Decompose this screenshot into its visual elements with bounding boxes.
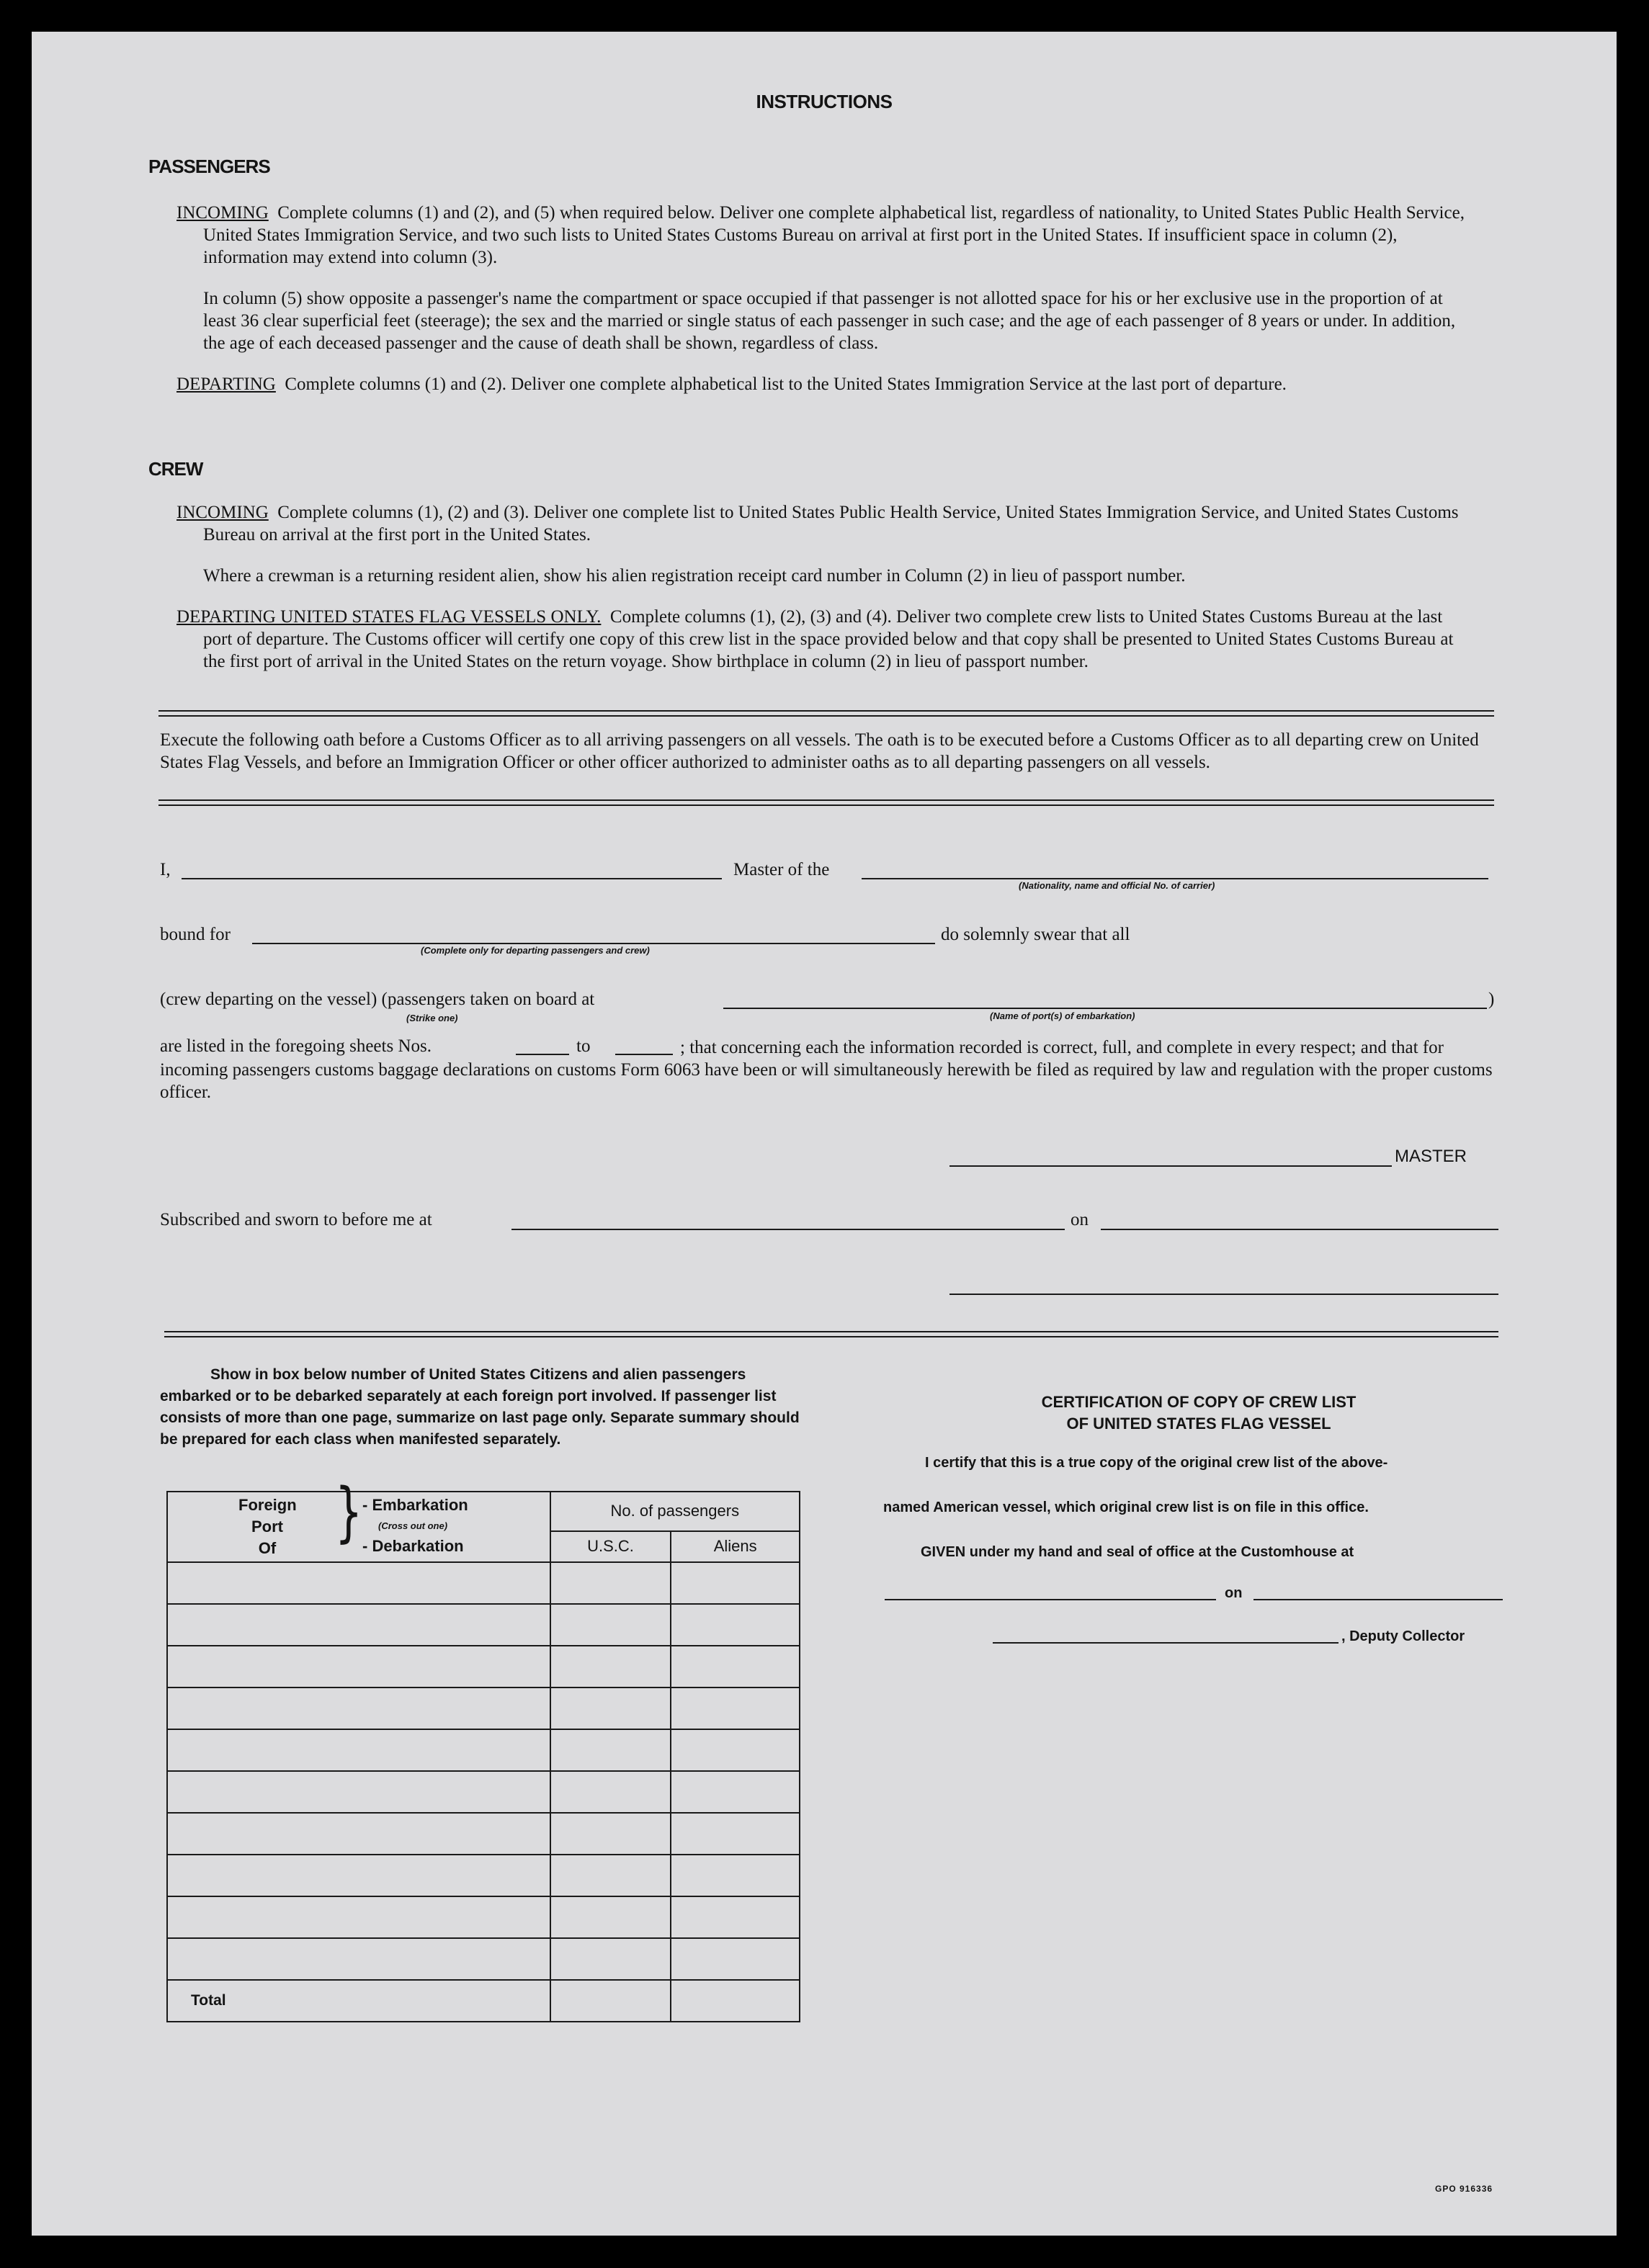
port-cell[interactable] bbox=[167, 1729, 550, 1771]
usc-cell[interactable] bbox=[550, 1771, 671, 1813]
carrier-caption: (Nationality, name and official No. of carrier) bbox=[1019, 880, 1215, 891]
debarkation-label: - Debarkation bbox=[362, 1537, 464, 1555]
divider-double-rule bbox=[164, 1331, 1498, 1337]
aliens-cell[interactable] bbox=[671, 1729, 800, 1771]
usc-cell[interactable] bbox=[550, 1938, 671, 1980]
cross-out-label: (Cross out one) bbox=[378, 1520, 448, 1531]
brace-icon: } bbox=[335, 1474, 363, 1551]
cert-date-field[interactable] bbox=[1253, 1599, 1503, 1600]
footer-code: GPO 916336 bbox=[1435, 2184, 1493, 2194]
crew-incoming-label: INCOMING bbox=[176, 503, 269, 522]
oath-i-label: I, bbox=[160, 860, 171, 879]
port-cell[interactable] bbox=[167, 1771, 550, 1813]
master-label: MASTER bbox=[1395, 1147, 1467, 1166]
oath-listed-text: ; that concerning each the information recorded is correct, full, and complete in every respect; and that for incoming passengers customs baggage declarations on customs Form 6063 have been or will simultaneously herewith be filed as required by law and regulation with the proper customs officer. bbox=[160, 1038, 1493, 1102]
port-caption: (Name of port(s) of embarkation) bbox=[990, 1010, 1135, 1021]
port-cell[interactable] bbox=[167, 1896, 550, 1938]
summary-row bbox=[167, 1896, 800, 1938]
certification-title-line1: CERTIFICATION OF COPY OF CREW LIST bbox=[1041, 1393, 1357, 1411]
crew-resident-text: Where a crewman is a returning resident alien, show his alien registration receipt card number in Column (2) in lieu of passport number. bbox=[203, 566, 1186, 586]
customhouse-location-field[interactable] bbox=[885, 1599, 1216, 1600]
subscribed-label: Subscribed and sworn to before me at bbox=[160, 1210, 432, 1229]
certify-line1: I certify that this is a true copy of the original crew list of the above- bbox=[925, 1455, 1388, 1471]
usc-cell[interactable] bbox=[550, 1896, 671, 1938]
summary-row bbox=[167, 1687, 800, 1729]
summary-row bbox=[167, 1771, 800, 1813]
summary-row bbox=[167, 1938, 800, 1980]
crew-heading: CREW bbox=[148, 458, 203, 480]
aliens-cell[interactable] bbox=[671, 1771, 800, 1813]
total-aliens-cell[interactable] bbox=[671, 1980, 800, 2022]
usc-header: U.S.C. bbox=[550, 1531, 671, 1562]
deputy-collector-label: , Deputy Collector bbox=[1341, 1628, 1465, 1644]
given-line: GIVEN under my hand and seal of office at the Customhouse at bbox=[921, 1544, 1354, 1560]
port-cell[interactable] bbox=[167, 1938, 550, 1980]
oath-master-of-label: Master of the bbox=[733, 860, 830, 879]
master-name-field[interactable] bbox=[182, 878, 722, 879]
crew-departing-text: Complete columns (1), (2), (3) and (4). Deliver two complete crew lists to United States Customs Bureau at the last port of departure. The Customs officer will certify one copy of this crew list in the space provided below and that copy shall be presented to United States Customs Bureau at the first port of arrival in the United States on the return voyage. Show birthplace in column (2) in lieu of passport number. bbox=[203, 607, 1454, 671]
aliens-cell[interactable] bbox=[671, 1687, 800, 1729]
summary-instructions: Show in box below number of United States Citizens and alien passengers embarked or to be debarked separately at each foreign port involved. If passenger list consists of more than one page, summarize on last page only. Separate summary should be prepared for each class when manifested separately. bbox=[160, 1366, 800, 1448]
of-label: Of bbox=[258, 1539, 277, 1557]
no-passengers-header: No. of passengers bbox=[550, 1492, 800, 1531]
crew-block bbox=[176, 501, 1473, 673]
foreign-label: Foreign bbox=[238, 1496, 297, 1514]
crew-incoming-text: Complete columns (1), (2) and (3). Deliver one complete list to United States Public Health Service, United States Immigration Service, and United States Customs Bureau on arrival at the first port in the United States. bbox=[203, 503, 1459, 544]
usc-cell[interactable] bbox=[550, 1604, 671, 1646]
crew-departing-label: DEPARTING UNITED STATES FLAG VESSELS ONLY. bbox=[176, 607, 602, 627]
passengers-departing-text: Complete columns (1) and (2). Deliver one complete alphabetical list to the United States Immigration Service at the last port of departure. bbox=[285, 375, 1287, 394]
oath-swear-label: do solemnly swear that all bbox=[941, 925, 1130, 944]
embarkation-port-field[interactable] bbox=[723, 1008, 1487, 1009]
port-cell[interactable] bbox=[167, 1562, 550, 1604]
cert-on-label: on bbox=[1225, 1585, 1243, 1601]
embarkation-label: - Embarkation bbox=[362, 1496, 468, 1514]
passenger-summary-table bbox=[166, 1474, 800, 2022]
oath-to-label: to bbox=[576, 1036, 591, 1056]
deputy-collector-signature-line[interactable] bbox=[993, 1642, 1339, 1644]
aliens-header: Aliens bbox=[671, 1531, 800, 1562]
port-cell[interactable] bbox=[167, 1646, 550, 1687]
port-cell[interactable] bbox=[167, 1604, 550, 1646]
certification-title-line2: OF UNITED STATES FLAG VESSEL bbox=[1066, 1415, 1331, 1433]
usc-cell[interactable] bbox=[550, 1687, 671, 1729]
oath-crew-departing-label: (crew departing on the vessel) (passengers taken on board at bbox=[160, 990, 595, 1009]
passengers-departing-label: DEPARTING bbox=[176, 375, 276, 394]
usc-cell[interactable] bbox=[550, 1813, 671, 1855]
master-signature-line[interactable] bbox=[949, 1165, 1392, 1167]
passengers-heading: PASSENGERS bbox=[148, 156, 270, 177]
usc-cell[interactable] bbox=[550, 1729, 671, 1771]
oath-close-paren: ) bbox=[1488, 990, 1495, 1009]
usc-cell[interactable] bbox=[550, 1855, 671, 1896]
bound-for-field[interactable] bbox=[252, 943, 935, 944]
passengers-column5-text: In column (5) show opposite a passenger's name the compartment or space occupied if that passenger is not allotted space for his or her exclusive use in the proportion of at least 36 clear superficial feet (steerage); the sex and the married or single status of each passenger in such case; and the age of each passenger of 8 years or under. In addition, the age of each deceased passenger and the cause of death shall be shown, regardless of class. bbox=[203, 289, 1456, 353]
oath-listed-prefix: are listed in the foregoing sheets Nos. bbox=[160, 1036, 432, 1056]
port-cell[interactable] bbox=[167, 1855, 550, 1896]
passengers-incoming-label: INCOMING bbox=[176, 203, 269, 223]
summary-rows bbox=[167, 1562, 800, 1980]
aliens-cell[interactable] bbox=[671, 1646, 800, 1687]
oath-intro-text: Execute the following oath before a Customs Officer as to all arriving passengers on all vessels. The oath is to be executed before a Customs Officer as to all departing crew on United States Flag Vessels, and before an Immigration Officer or other officer authorized to administer oaths as to all departing passengers on all vessels. bbox=[160, 730, 1479, 772]
summary-row bbox=[167, 1855, 800, 1896]
passengers-incoming-text: Complete columns (1) and (2), and (5) when required below. Deliver one complete alphabetical list, regardless of nationality, to United States Public Health Service, United States Immigration Service, and two such lists to United States Customs Bureau on arrival at first port in the United States. If insufficient space in column (2), information may extend into column (3). bbox=[203, 203, 1465, 267]
port-cell[interactable] bbox=[167, 1687, 550, 1729]
certify-line2: named American vessel, which original crew list is on file in this office. bbox=[883, 1500, 1369, 1515]
strike-caption: (Strike one) bbox=[406, 1013, 458, 1023]
aliens-cell[interactable] bbox=[671, 1562, 800, 1604]
usc-cell[interactable] bbox=[550, 1646, 671, 1687]
summary-row bbox=[167, 1729, 800, 1771]
page-title: INSTRUCTIONS bbox=[756, 91, 893, 112]
oath-bound-for-label: bound for bbox=[160, 925, 231, 944]
officer-signature-line[interactable] bbox=[949, 1294, 1498, 1295]
aliens-cell[interactable] bbox=[671, 1896, 800, 1938]
summary-row bbox=[167, 1562, 800, 1604]
sworn-on-label: on bbox=[1071, 1210, 1089, 1229]
foreign-port-header bbox=[167, 1474, 550, 1562]
port-label: Port bbox=[251, 1518, 283, 1536]
aliens-cell[interactable] bbox=[671, 1855, 800, 1896]
total-label: Total bbox=[167, 1980, 550, 2022]
total-usc-cell[interactable] bbox=[550, 1980, 671, 2022]
form-page bbox=[32, 32, 1617, 2236]
sworn-date-field[interactable] bbox=[1101, 1229, 1498, 1230]
sworn-location-field[interactable] bbox=[511, 1229, 1065, 1230]
aliens-cell[interactable] bbox=[671, 1938, 800, 1980]
carrier-field[interactable] bbox=[862, 878, 1488, 879]
aliens-cell[interactable] bbox=[671, 1813, 800, 1855]
usc-cell[interactable] bbox=[550, 1562, 671, 1604]
passengers-incoming-block bbox=[176, 202, 1473, 395]
certification-title bbox=[882, 1391, 1516, 1435]
aliens-cell[interactable] bbox=[671, 1604, 800, 1646]
port-cell[interactable] bbox=[167, 1813, 550, 1855]
summary-row bbox=[167, 1646, 800, 1687]
summary-row bbox=[167, 1604, 800, 1646]
bound-caption: (Complete only for departing passengers and crew) bbox=[421, 945, 650, 956]
summary-row bbox=[167, 1813, 800, 1855]
divider-double-rule bbox=[158, 710, 1494, 717]
divider-double-rule bbox=[158, 799, 1494, 806]
